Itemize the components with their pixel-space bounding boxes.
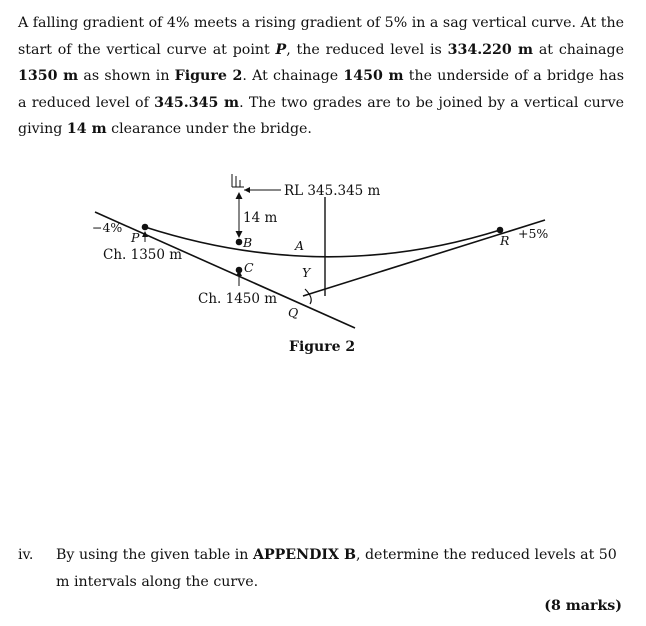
text-fragment: A falling gradient of 4% meets a rising gradient of 5% in a sag vertical curve. At the start of the vertical curve at point <box>18 15 624 58</box>
text-fragment: . The two grades are to be joined by a vertical curve giving <box>18 94 624 137</box>
grade-right-label: +5% <box>518 226 549 241</box>
question-number: iv. <box>18 547 34 563</box>
point-p-ref: P <box>275 41 287 58</box>
text-fragment: , the reduced level is <box>286 41 448 58</box>
point-c-marker <box>236 267 243 274</box>
clearance-arrow-up-icon <box>236 192 243 199</box>
question-iv <box>18 542 624 596</box>
text-fragment: as shown in <box>78 68 175 84</box>
text-fragment: . At chainage <box>242 68 344 84</box>
point-r-label: R <box>500 233 510 248</box>
point-b-marker <box>236 239 243 246</box>
chainage-bridge-label: Ch. 1450 m <box>198 291 278 307</box>
point-p-label: P <box>131 230 140 245</box>
angle-arc-q <box>305 289 311 304</box>
figure-ref: Figure 2 <box>174 68 243 84</box>
clearance-value: 14 m <box>66 121 107 137</box>
text-fragment: the underside of a bridge has a reduced level of <box>18 68 625 111</box>
point-p-marker <box>142 224 149 231</box>
reduced-level-value: 334.220 m <box>447 41 534 58</box>
bridge-level-value: 345.345 m <box>154 94 240 111</box>
text-fragment: clearance under the bridge. <box>106 121 312 137</box>
figure-caption: Figure 2 <box>289 339 356 355</box>
bridge-icon <box>232 174 244 187</box>
point-y-label: Y <box>302 265 311 280</box>
vertical-curve <box>145 227 500 257</box>
point-a-label: A <box>295 238 305 253</box>
clearance-arrow-down-icon <box>236 231 243 238</box>
clearance-label: 14 m <box>243 210 278 226</box>
text-fragment: at chainage <box>533 41 624 58</box>
bridge-rl-label: RL 345.345 m <box>284 183 381 199</box>
text-fragment: By using the given table in <box>56 547 253 563</box>
marks-label: (8 marks) <box>544 598 622 614</box>
chainage-bridge-value: 1450 m <box>343 68 404 84</box>
chainage-start-label: Ch. 1350 m <box>103 247 183 263</box>
point-b-label: B <box>243 235 253 250</box>
point-c-label: C <box>244 260 254 275</box>
grade-left-label: −4% <box>92 220 123 235</box>
text-fragment: , determine the reduced levels at 50 m intervals along the curve. <box>56 547 617 590</box>
appendix-ref: APPENDIX B <box>252 547 356 563</box>
chainage-start-value: 1350 m <box>18 68 79 84</box>
rl-arrow-icon <box>244 187 250 193</box>
point-q-label: Q <box>288 305 299 320</box>
problem-statement <box>18 10 624 143</box>
figure-2-diagram <box>0 160 646 370</box>
question-text <box>56 542 624 596</box>
rising-grade-line <box>303 220 545 296</box>
